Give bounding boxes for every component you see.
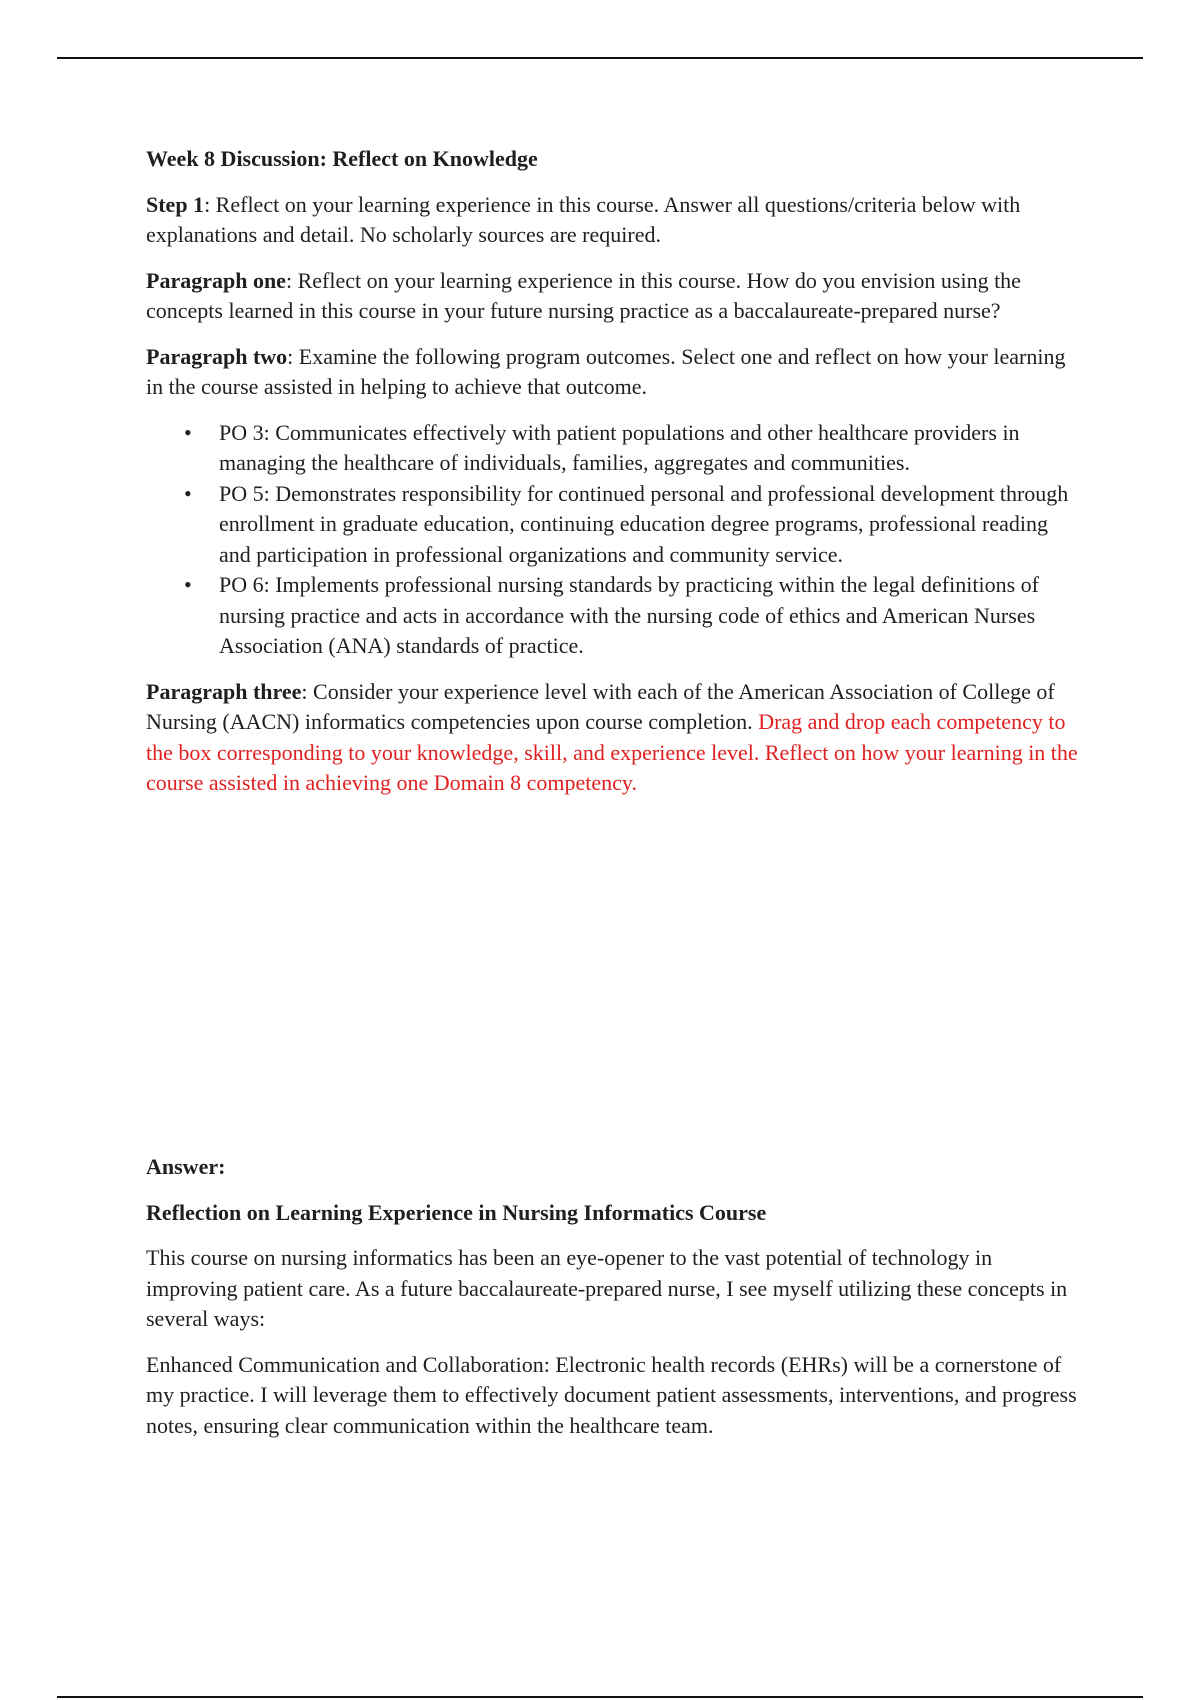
bullet-icon: • xyxy=(184,572,192,597)
answer-paragraph: This course on nursing informatics has been an eye-opener to the vast potential of technology in improving patient care. As a future baccalaureate-prepared nurse, I see myself utilizing these concepts in several ways: xyxy=(146,1245,1068,1331)
list-item: • PO 3: Communicates effectively with patient populations and other healthcare providers in managing the healthcare of individuals, families, aggregates and communities. xyxy=(184,419,1020,475)
page-top-rule xyxy=(57,57,1143,59)
page-bottom-rule xyxy=(57,1696,1143,1698)
program-outcomes-list xyxy=(146,418,1081,662)
answer-paragraph: Enhanced Communication and Collaboration: Electronic health records (EHRs) will be a cornerstone of my practice. I will leverage them to effectively document patient assessments, interventions, and progress notes, ensuring clear communication within the healthcare team. xyxy=(146,1351,1077,1438)
step-one-text: : Reflect on your learning experience in this course. Answer all questions/criteria below with explanations and detail. No scholarly sources are required. xyxy=(146,191,1021,247)
step-one xyxy=(146,190,1081,251)
paragraph-three-instruction: Drag and drop each competency to the box corresponding to your knowledge, skill, and experience level. Reflect on how your learning in the course assisted in achieving one Domain 8 competency. xyxy=(146,709,1078,795)
list-item: • PO 6: Implements professional nursing standards by practicing within the legal definitions of nursing practice and acts in accordance with the nursing code of ethics and American Nurses Association (ANA) standards of practice. xyxy=(184,572,1039,658)
paragraph-three-text: : Consider your experience level with each of the American Association of College of Nursing (AACN) informatics competencies upon course completion. xyxy=(146,678,1055,734)
paragraph-two-text: : Examine the following program outcomes. Select one and reflect on how your learning in the course assisted in helping to achieve that outcome. xyxy=(146,343,1066,399)
paragraph-two xyxy=(146,342,1081,403)
step-one-label: Step 1 xyxy=(146,191,205,217)
paragraph-two-label: Paragraph two xyxy=(146,343,288,369)
paragraph-three xyxy=(146,677,1081,799)
answer-heading: Reflection on Learning Experience in Nursing Informatics Course xyxy=(146,1199,767,1225)
paragraph-one xyxy=(146,266,1081,327)
page-title: Week 8 Discussion: Reflect on Knowledge xyxy=(146,146,538,171)
discussion-prompt xyxy=(146,144,1081,814)
answer-section xyxy=(146,1152,1081,1456)
answer-label: Answer: xyxy=(146,1154,226,1179)
paragraph-one-text: : Reflect on your learning experience in this course. How do you envision using the concepts learned in this course in your future nursing practice as a baccalaureate-prepared nurse? xyxy=(146,267,1021,323)
list-item: • PO 5: Demonstrates responsibility for continued personal and professional development through enrollment in graduate education, continuing education degree programs, professional reading and participation in professional organizations and community service. xyxy=(184,480,1069,567)
bullet-icon: • xyxy=(184,419,192,445)
paragraph-three-label: Paragraph three xyxy=(146,678,302,704)
bullet-icon: • xyxy=(184,480,192,506)
paragraph-one-label: Paragraph one xyxy=(146,267,286,293)
